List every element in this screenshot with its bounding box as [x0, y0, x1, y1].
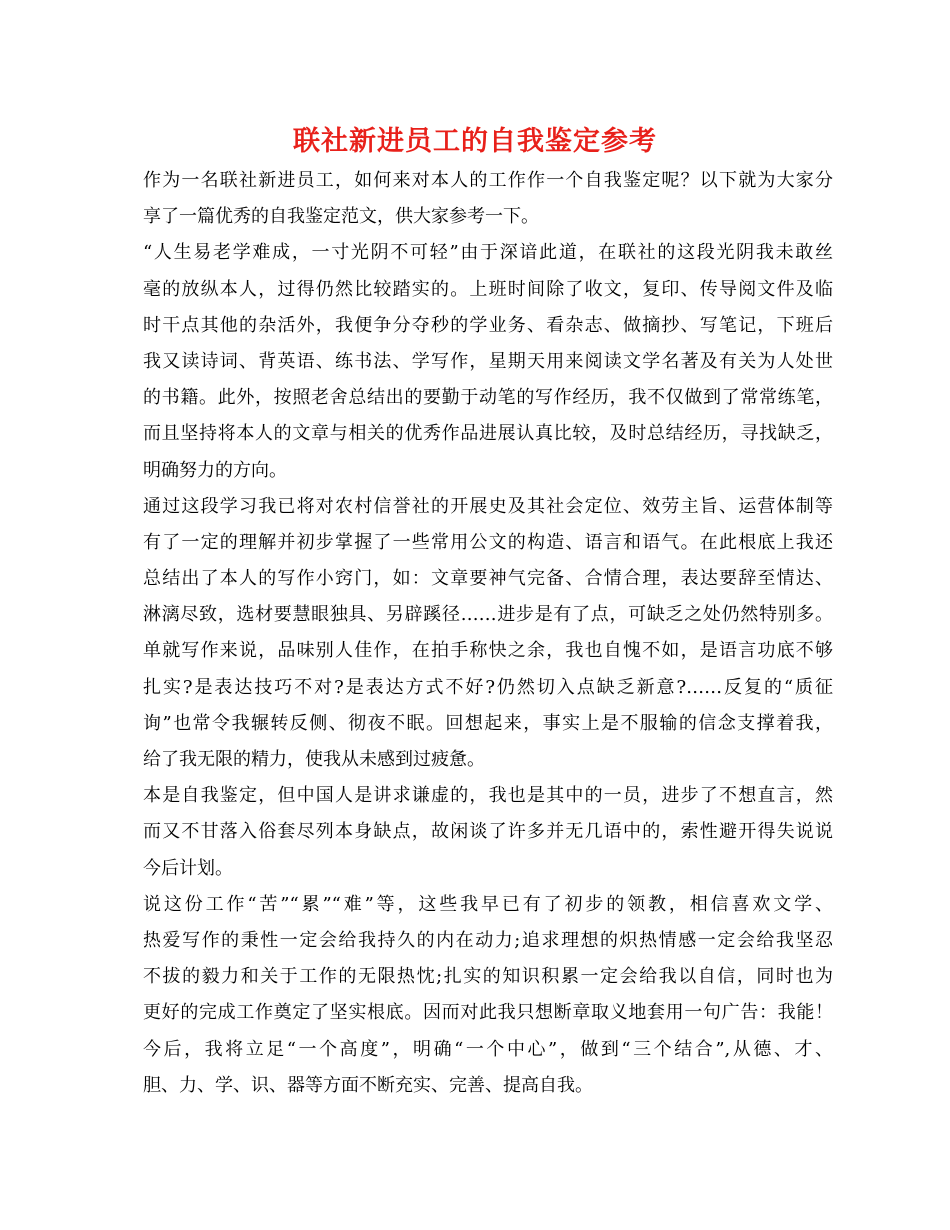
text-line: 通过这段学习我已将对农村信誉社的开展史及其社会定位、效劳主旨、运营体制等: [143, 495, 833, 517]
text-line: 本是自我鉴定，但中国人是讲求谦虚的，我也是其中的一员，进步了不想直言，然: [143, 785, 833, 807]
text-line: 总结出了本人的写作小窍门，如：文章要神气完备、合情合理，表达要辞至情达、: [143, 568, 833, 590]
text-line: 询”也常令我辗转反侧、彻夜不眠。回想起来，事实上是不服输的信念支撑着我，: [143, 712, 833, 734]
text-line: 明确努力的方向。: [143, 459, 287, 481]
text-line: 我又读诗词、背英语、练书法、学写作，星期天用来阅读文学名著及有关为人处世: [143, 350, 833, 372]
document-title: 联社新进员工的自我鉴定参考: [293, 126, 657, 157]
document-body: [143, 163, 833, 1104]
text-line: 说这份工作“苦”“累”“难”等，这些我早已有了初步的领教，相信喜欢文学、: [143, 893, 833, 915]
text-line: “人生易老学难成，一寸光阴不可轻”由于深谙此道，在联社的这段光阴我未敢丝: [143, 242, 833, 264]
text-line: 作为一名联社新进员工，如何来对本人的工作作一个自我鉴定呢？以下就为大家分: [143, 170, 833, 191]
text-line: 更好的完成工作奠定了坚实根底。因而对此我只想断章取义地套用一句广告：我能！: [143, 1002, 833, 1024]
text-line: 而且坚持将本人的文章与相关的优秀作品进展认真比较，及时总结经历，寻找缺乏，: [143, 423, 833, 445]
text-line: 时干点其他的杂活外，我便争分夺秒的学业务、看杂志、做摘抄、写笔记，下班后: [143, 314, 833, 336]
text-line: 热爱写作的秉性一定会给我持久的内在动力;追求理想的炽热情感一定会给我坚忍: [143, 929, 833, 951]
text-line: 今后计划。: [143, 857, 233, 879]
text-line: 而又不甘落入俗套尽列本身缺点，故闲谈了许多并无几语中的，索性避开得失说说: [143, 821, 833, 843]
text-line: 扎实?是表达技巧不对?是表达方式不好?仍然切入点缺乏新意?……反复的“质征: [143, 676, 833, 698]
text-line: 毫的放纵本人，过得仍然比较踏实的。上班时间除了收文，复印、传导阅文件及临: [143, 278, 833, 300]
text-line: 的书籍。此外，按照老舍总结出的要勤于动笔的写作经历，我不仅做到了常常练笔，: [143, 387, 833, 409]
text-line: 今后，我将立足“一个高度”，明确“一个中心”，做到“三个结合”,从德、才、: [143, 1038, 833, 1060]
text-line: 有了一定的理解并初步掌握了一些常用公文的构造、语言和语气。在此根底上我还: [143, 531, 833, 553]
text-line: 不拔的毅力和关于工作的无限热忱;扎实的知识积累一定会给我以自信，同时也为: [143, 966, 833, 988]
text-line: 给了我无限的精力，使我从未感到过疲惫。: [143, 749, 485, 770]
text-line: 单就写作来说，品味别人佳作，在拍手称快之余，我也自愧不如，是语言功底不够: [143, 640, 833, 662]
text-line: 享了一篇优秀的自我鉴定范文，供大家参考一下。: [143, 206, 539, 228]
text-line: 胆、力、学、识、器等方面不断充实、完善、提高自我。: [143, 1074, 593, 1096]
text-line: 淋漓尽致，选材要慧眼独具、另辟蹊径……进步是有了点，可缺乏之处仍然特别多。: [143, 604, 833, 626]
